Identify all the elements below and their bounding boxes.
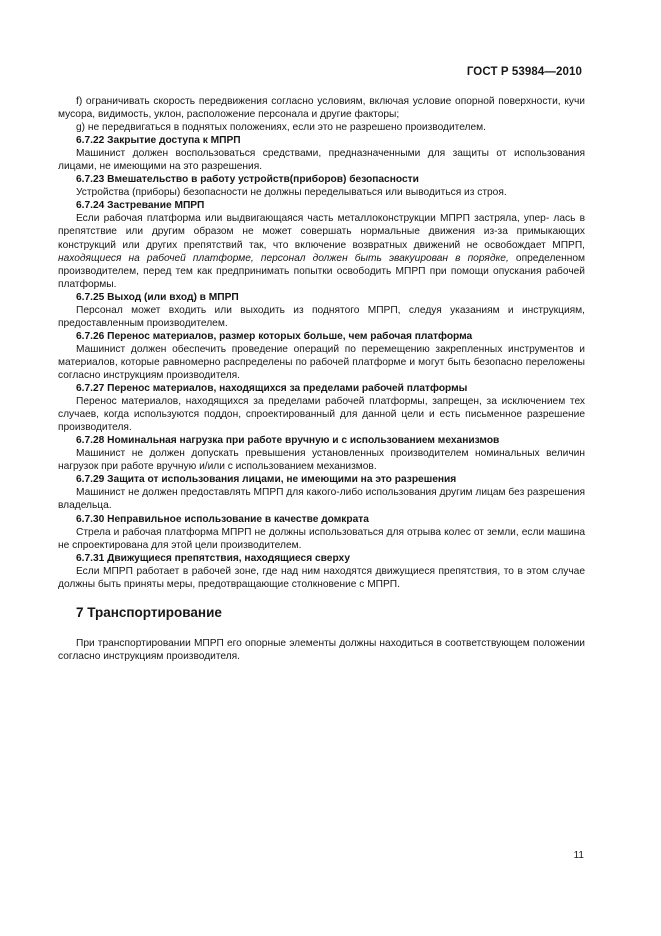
subsection-heading-6-7-25: 6.7.25 Выход (или вход) в МПРП bbox=[76, 291, 239, 303]
paragraph: Если МПРП работает в рабочей зоне, где над ним находятся движущиеся препятствия, то в этом случае должны быть приняты меры, предотвращающие столкновение с МПРП. bbox=[58, 565, 585, 590]
paragraph-text: Если рабочая платформа или выдвигающаяся часть металлоконструкции МПРП застряла, упер- лась в препятствие или другим образом не может совершать нормальные движения из-за примыкающих конструкций или других препятствий так, что включение возвратных движений не освобождает МПРП, bbox=[58, 213, 585, 251]
subsection-heading-6-7-29: 6.7.29 Защита от использования лицами, не имеющими на это разрешения bbox=[76, 474, 457, 486]
paragraph-mixed bbox=[58, 212, 585, 290]
paragraph-list-item-g: g) не передвигаться в поднятых положениях, если это не разрешено производителем. bbox=[76, 122, 486, 134]
paragraph: Машинист не должен предоставлять МПРП для какого-либо использования другим лицам без разрешения владельца. bbox=[58, 487, 585, 512]
section-heading-7: 7 Транспортирование bbox=[76, 604, 222, 620]
subsection-heading-6-7-31: 6.7.31 Движущиеся препятствия, находящиеся сверху bbox=[76, 552, 351, 564]
paragraph: При транспортировании МПРП его опорные элементы должны находиться в соответствующем положении согласно инструкциям производителя. bbox=[58, 637, 585, 662]
paragraph: Стрела и рабочая платформа МПРП не должны использоваться для отрыва колес от земли, если машина не спроектирована для этой цели производителем. bbox=[58, 526, 585, 551]
paragraph: Устройства (приборы) безопасности не должны переделываться или выводиться из строя. bbox=[76, 187, 507, 199]
subsection-heading-6-7-23: 6.7.23 Вмешательство в работу устройств(приборов) безопасности bbox=[76, 174, 419, 186]
subsection-heading-6-7-26: 6.7.26 Перенос материалов, размер которых больше, чем рабочая платформа bbox=[76, 330, 473, 342]
paragraph: Машинист должен обеспечить проведение операций по перемещению закрепленных инструментов и материалов, которые равномерно распределены по рабочей платформе и могут быть безопасно переложены согласно инструкциям производителя. bbox=[58, 343, 585, 381]
subsection-heading-6-7-30: 6.7.30 Неправильное использование в качестве домкрата bbox=[76, 513, 369, 525]
paragraph: Перенос материалов, находящихся за пределами рабочей платформы, запрещен, за исключением тех случаев, когда используются поддон, спроектированный для данной цели и есть письменное разрешение производителя. bbox=[58, 396, 585, 434]
paragraph: Машинист не должен допускать превышения установленных производителем номинальных величин нагрузок при работе вручную и/или с использованием механизмов. bbox=[58, 448, 585, 473]
paragraph: Машинист должен воспользоваться средствами, предназначенными для защиты от использования лицами, не имеющими на это разрешения. bbox=[58, 148, 585, 173]
paragraph-text: определенном производителем, перед тем как предпринимать попытки освободить МПРП при помощи опускания рабочей платформы. bbox=[58, 252, 585, 290]
paragraph: Персонал может входить или выходить из поднятого МПРП, следуя указаниям и инструкциям, предоставленным производителем. bbox=[58, 304, 585, 329]
subsection-heading-6-7-27: 6.7.27 Перенос материалов, находящихся за пределами рабочей платформы bbox=[76, 383, 468, 395]
paragraph-list-item-f: f) ограничивать скорость передвижения согласно условиям, включая условие опорной поверхности, кучи мусора, видимость, уклон, расположение персонала и другие факторы; bbox=[58, 96, 585, 121]
document-body bbox=[58, 95, 585, 663]
subsection-heading-6-7-28: 6.7.28 Номинальная нагрузка при работе вручную и с использованием механизмов bbox=[76, 435, 500, 447]
subsection-heading-6-7-22: 6.7.22 Закрытие доступа к МПРП bbox=[76, 135, 241, 147]
subsection-heading-6-7-24: 6.7.24 Застревание МПРП bbox=[76, 200, 205, 212]
page-number: 11 bbox=[573, 850, 584, 861]
paragraph-italic-text: находящиеся на рабочей платформе, персонал должен быть эвакуирован в порядке, bbox=[58, 252, 509, 264]
document-header: ГОСТ Р 53984—2010 bbox=[466, 66, 582, 78]
